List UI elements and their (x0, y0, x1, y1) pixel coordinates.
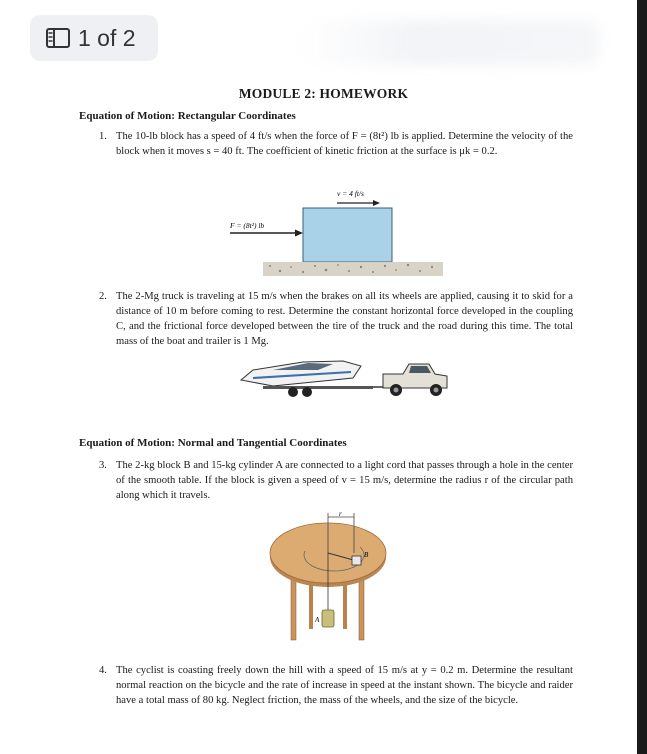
problem-1 (99, 129, 573, 159)
velocity-arrowhead (373, 200, 380, 206)
problem-text: The 2-Mg truck is traveling at 15 m/s when the brakes on all its wheels are applied, causing it to skid for a distance of 10 m before coming to rest. Determine the constant horizontal force developed in the coupling C, and the frictional force developed between the tire of the truck and the road during this time. The total mass of the boat and trailer is 1 Mg. (116, 291, 573, 347)
trailer-frame (263, 386, 373, 389)
trailer-wheel (302, 387, 312, 397)
blurred-header (300, 20, 600, 65)
problem-text: The cyclist is coasting freely down the hill with a speed of 15 m/s at y = 0.2 m. Determine the resultant normal reaction on the bicycle and the rate of increase in speed at the instant shown. The bicycle and raider have a total mass of 80 kg. Neglect friction, the mass of the wheels, and the size of the bicycle. (116, 665, 573, 706)
problem-text: The 2-kg block B and 15-kg cylinder A are connected to a light cord that passes through a hole in the center of the smooth table. If the block is given a speed of v = 15 m/s, determine the radius r of the circular path along which it travels. (116, 460, 573, 501)
force-arrowhead (295, 230, 303, 237)
section-heading-normal-tangential: Equation of Motion: Normal and Tangential Coordinates (79, 437, 347, 449)
page-icon (46, 28, 70, 48)
problem-2 (99, 289, 573, 349)
problem-3 (99, 458, 573, 503)
hubcap (394, 388, 399, 393)
document-title: MODULE 2: HOMEWORK (238, 86, 409, 101)
velocity-label: v = 4 ft/s (337, 189, 364, 198)
problem-number: 4. (99, 665, 107, 676)
hubcap (434, 388, 439, 393)
section-heading-rectangular: Equation of Motion: Rectangular Coordinates (79, 110, 296, 122)
label-r: r (339, 510, 342, 518)
page-indicator-label: 1 of 2 (78, 24, 136, 51)
figure-round-table (265, 507, 390, 647)
block-b (352, 556, 361, 565)
window-edge (637, 0, 647, 754)
label-b: B (364, 551, 369, 559)
force-label: F = (8t²) lb (230, 221, 265, 230)
problem-number: 3. (99, 460, 107, 471)
page-indicator[interactable] (30, 15, 158, 61)
sliding-block (303, 208, 392, 262)
cylinder-a (322, 610, 334, 627)
problem-number: 2. (99, 291, 107, 302)
ground-surface (263, 262, 443, 276)
problem-number: 1. (99, 131, 107, 142)
problem-text: The 10-lb block has a speed of 4 ft/s when the force of F = (8t²) lb is applied. Determine the velocity of the block when it moves s = 40 ft. The coefficient of kinetic friction at the surface is μk = 0.2. (116, 131, 573, 157)
label-a: A (315, 616, 320, 624)
figure-truck-boat (233, 352, 458, 402)
figure-block-force (225, 185, 450, 285)
problem-4 (99, 663, 573, 708)
trailer-wheel (288, 387, 298, 397)
